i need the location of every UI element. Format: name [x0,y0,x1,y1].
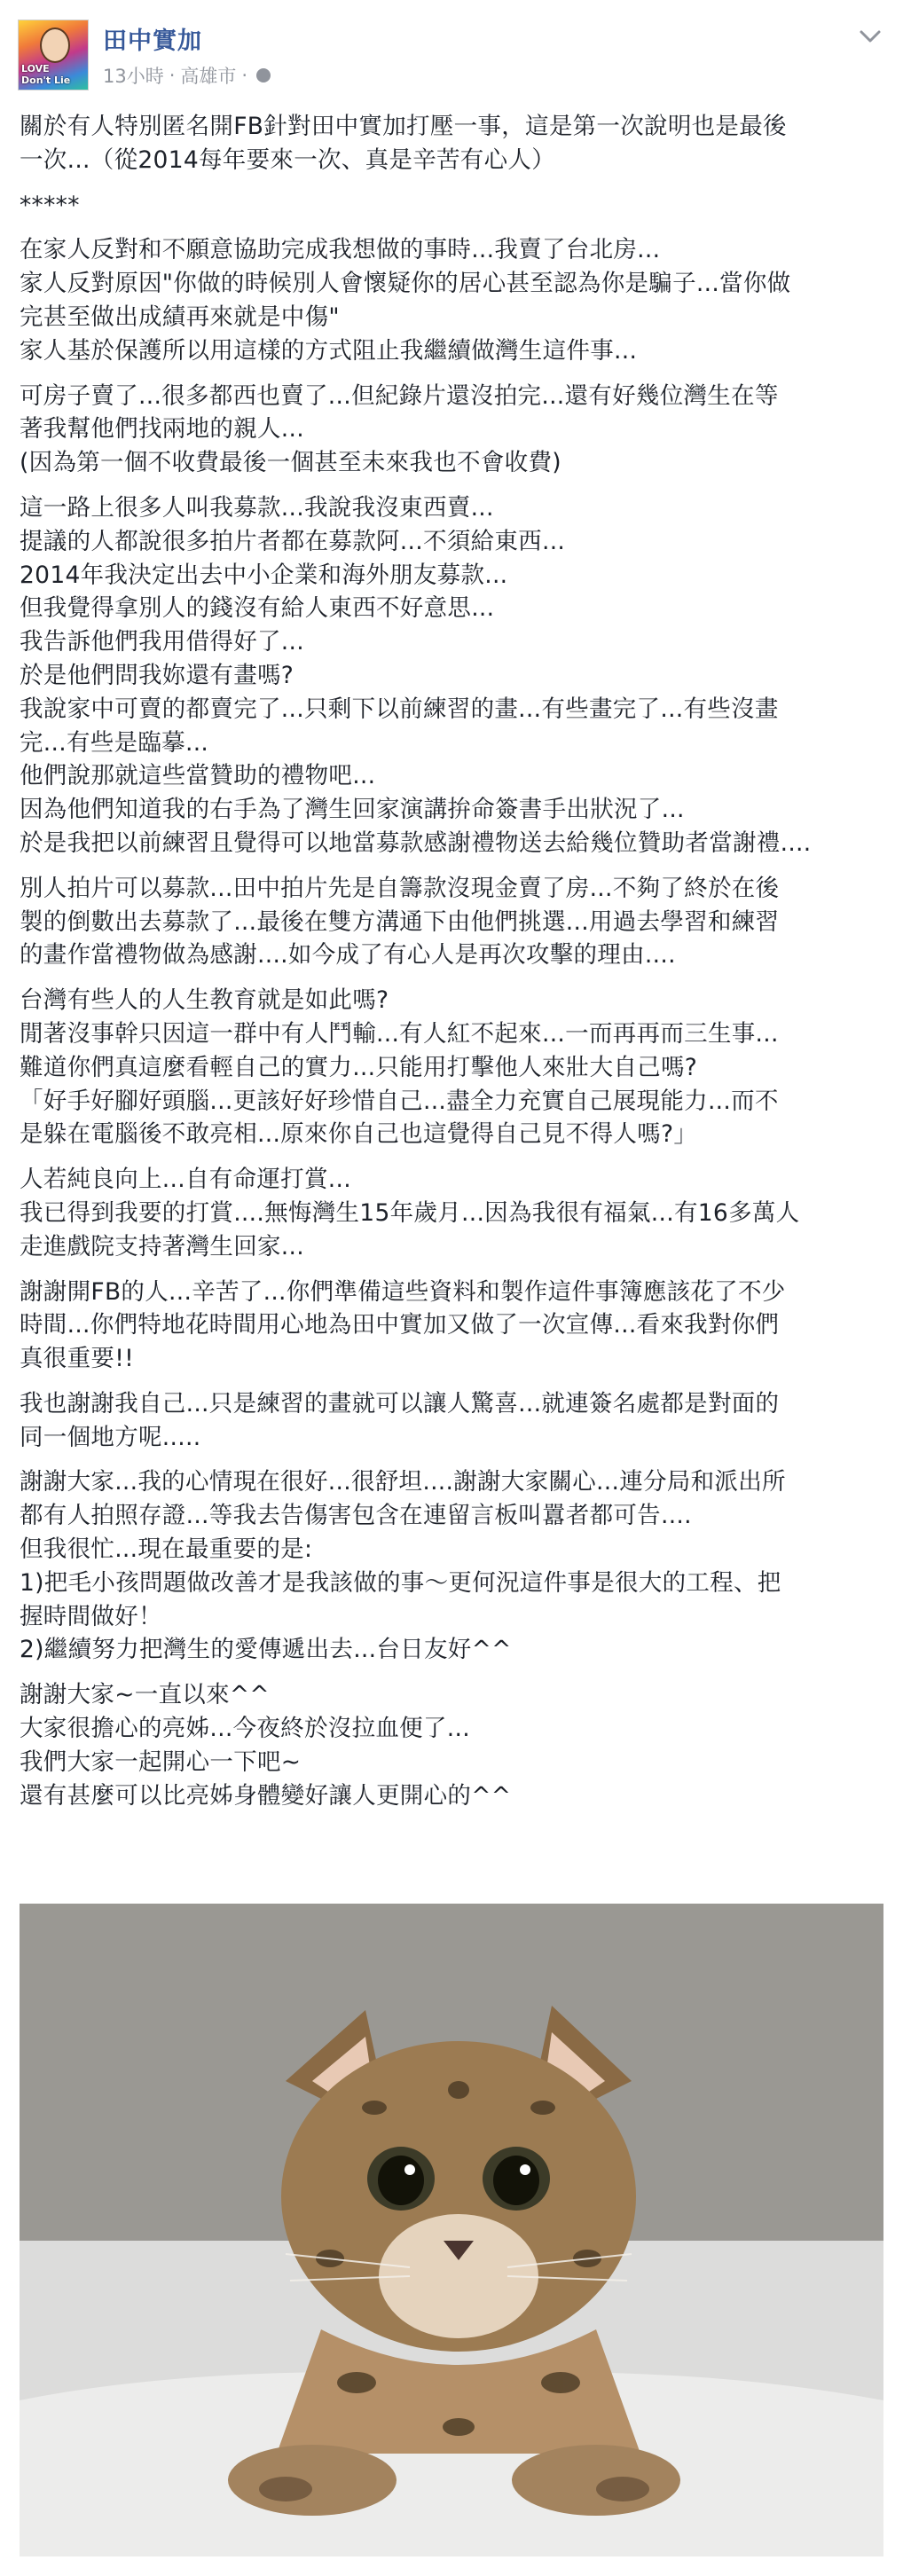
post-text-line: 都有人拍照存證...等我去告傷害包含在連留言板叫囂者都可告.... [20,1502,692,1530]
post-text-line: 但我很忙...現在最重要的是: [20,1535,313,1564]
post-text-line: 製的倒數出去募款了...最後在雙方溝通下由他們挑選...用過去學習和練習 [20,907,780,936]
post-text-line: 我已得到我要的打賞....無悔灣生15年歲月...因為我很有福氣...有16多萬人 [20,1198,800,1227]
post-text-line: 謝謝開FB的人...辛苦了...你們準備這些資料和製作這件事簿應該花了不少 [20,1277,786,1306]
post-text-line: 於是我把以前練習且覺得可以地當募款感謝禮物送去給幾位贊助者當謝禮.... [20,829,812,857]
post-text-line: 提議的人都說很多拍片者都在募款阿...不須給東西... [20,527,566,555]
post-paragraph [20,872,889,972]
post-paragraph [20,380,889,480]
post-paragraph [20,110,889,177]
post-text-line: ***** [20,191,80,219]
meta-separator: · [169,65,176,86]
avatar-face [40,27,70,63]
avatar[interactable] [18,20,89,90]
post-text-line: 完甚至做出成績再來就是中傷" [20,302,340,331]
post-text-line: 真很重要!! [20,1345,135,1373]
post-text-line: (因為第一個不收費最後一個甚至未來我也不會收費) [20,449,561,477]
post-meta [103,62,271,89]
post-paragraph [20,233,889,367]
post-text-line: 一次...（從2014每年要來一次、真是辛苦有心人） [20,145,556,174]
post-text-line: 因為他們知道我的右手為了灣生回家演講拚命簽書手出狀況了... [20,796,685,824]
post-text-line: 關於有人特別匿名開FB針對田中實加打壓一事，這是第一次說明也是最後 [20,113,787,140]
post-paragraph [20,1387,889,1455]
post-text-line: 但我覺得拿別人的錢沒有給人東西不好意思... [20,594,495,623]
post-text-line: 1)把毛小孩問題做改善才是我該做的事～更何況這件事是很大的工程、把 [20,1568,781,1597]
post-text-line: 走進戲院支持著灣生回家... [20,1232,304,1261]
post-text-line: 謝謝大家...我的心情現在很好...很舒坦....謝謝大家關心...連分局和派出所 [20,1468,786,1496]
post-text-line: 還有甚麼可以比亮姊身體變好讓人更開心的^^ [20,1781,512,1810]
post-paragraph [20,491,889,860]
globe-icon[interactable] [256,68,271,82]
post-paragraph [20,1465,889,1667]
post-location[interactable]: 高雄市 [180,66,237,87]
post-text-line: 我們大家一起開心一下吧~ [20,1747,302,1776]
post-time[interactable]: 13小時 [103,66,164,87]
post-text-line: 閒著沒事幹只因這一群中有人鬥輸...有人紅不起來...一而再再而三生事... [20,1019,779,1048]
post-text-line: 謝謝大家~一直以來^^ [20,1681,270,1709]
post-text-line: 2)繼續努力把灣生的愛傳遞出去...台日友好^^ [20,1636,512,1664]
post-text-line: 我也謝謝我自己...只是練習的畫就可以讓人驚喜...就連簽名處都是對面的 [20,1389,780,1418]
post-paragraph [20,1276,889,1376]
post-body [20,110,889,1824]
post-text-line: 時間...你們特地花時間用心地為田中實加又做了一次宣傳...看來我對你們 [20,1311,780,1339]
avatar-caption: LOVE Don't Lie [21,63,71,86]
post-text-line: 他們說那就這些當贊助的禮物吧... [20,762,376,790]
post-text-line: 是躲在電腦後不敢亮相...原來你自己也這覺得自己見不得人嗎?」 [20,1120,698,1149]
post-text-line: 別人拍片可以募款...田中拍片先是自籌款沒現金賣了房...不夠了終於在後 [20,874,780,902]
post-text-line: 家人基於保護所以用這樣的方式阻止我繼續做灣生這件事... [20,336,638,365]
post-text-line: 「好手好腳好頭腦...更該好好珍惜自己...盡全力充實自己展現能力...而不 [20,1087,779,1115]
post-text-line: 人若純良向上...自有命運打賞... [20,1166,351,1194]
post-text-line: 家人反對原因"你做的時候別人會懷疑你的居心甚至認為你是騙子...當你做 [20,270,791,298]
chevron-down-icon[interactable] [857,27,883,46]
meta-separator: · [241,65,248,86]
post-text-line: 於是他們問我妳還有畫嗎? [20,661,294,689]
post-paragraph [20,189,889,223]
post-text-line: 可房子賣了...很多都西也賣了...但紀錄片還沒拍完...還有好幾位灣生在等 [20,381,779,410]
post-text-line: 著我幫他們找兩地的親人... [20,415,304,444]
post-text-line: 台灣有些人的人生教育就是如此嗎? [20,986,389,1015]
post-paragraph [20,984,889,1151]
post-text-line: 的畫作當禮物做為感謝....如今成了有心人是再次攻擊的理由.... [20,941,676,970]
post-text-line: 大家很擔心的亮姊...今夜終於沒拉血便了... [20,1715,470,1743]
post-text-line: 2014年我決定出去中小企業和海外朋友募款... [20,561,508,589]
post-text-line: 我說家中可賣的都賣完了...只剩下以前練習的畫...有些畫完了...有些沒畫 [20,695,779,723]
author-name[interactable]: 田中實加 [103,27,202,55]
post-text-line: 我告訴他們我用借得好了... [20,628,304,656]
post-text-line: 在家人反對和不願意協助完成我想做的事時...我賣了台北房... [20,236,661,264]
cat-photo[interactable] [20,1904,883,2556]
post-text-line: 難道你們真這麼看輕自己的實力...只能用打擊他人來壯大自己嗎? [20,1053,698,1081]
post-text-line: 握時間做好！ [20,1602,162,1630]
post-header [0,0,903,99]
post-text-line: 同一個地方呢..... [20,1423,201,1451]
post-text-line: 完...有些是臨摹... [20,728,209,757]
post-paragraph [20,1163,889,1263]
post-text-line: 這一路上很多人叫我募款...我說我沒東西賣... [20,493,494,522]
cat-illustration [20,1904,883,2556]
post-paragraph [20,1678,889,1812]
